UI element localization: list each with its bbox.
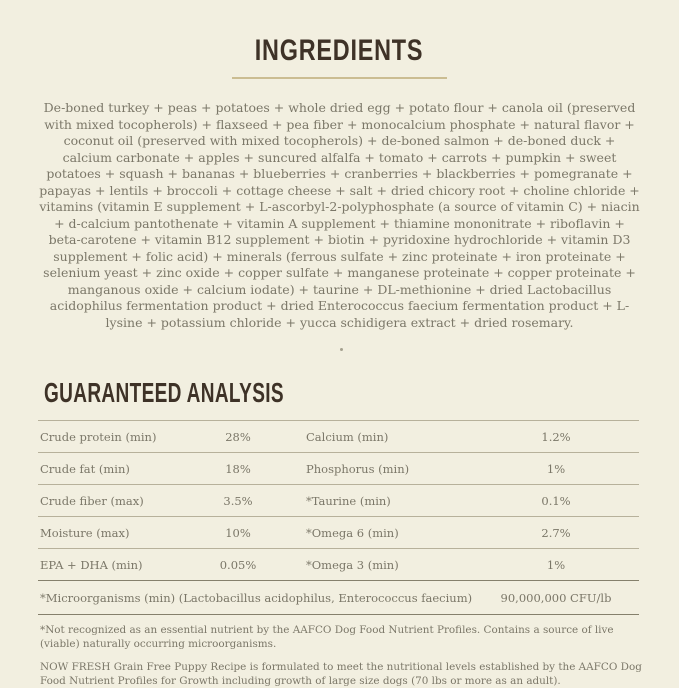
- nutrient-label: Crude fat (min): [40, 461, 130, 476]
- ingredients-title: INGREDIENTS: [255, 34, 424, 67]
- nutrient-label: EPA + DHA (min): [40, 557, 143, 572]
- ingredients-header: [0, 0, 679, 79]
- guaranteed-analysis-table: [38, 420, 639, 615]
- nutrient-label: *Taurine (min): [306, 493, 391, 508]
- table-row: [38, 421, 639, 453]
- nutrient-label: Calcium (min): [306, 429, 389, 444]
- nutrient-value: 3.5%: [223, 493, 253, 508]
- nutrient-value: 1.2%: [541, 429, 571, 444]
- nutrient-value: 0.05%: [219, 557, 257, 572]
- footnote-aafco-statement: NOW FRESH Grain Free Puppy Recipe is formulated to meet the nutritional levels established by the AAFCO Dog Food Nutrient Profiles for Growth including growth of large size dogs (70 lbs or more as an adult).: [40, 661, 642, 687]
- guaranteed-analysis-header: [44, 377, 679, 407]
- nutrient-value: 2.7%: [541, 525, 571, 540]
- nutrient-value: 0.1%: [541, 493, 571, 508]
- nutrient-label: *Omega 3 (min): [306, 557, 399, 572]
- table-row: [38, 517, 639, 549]
- nutrient-value: 1%: [546, 461, 566, 476]
- footnote-asterisk: *Not recognized as an essential nutrient by the AAFCO Dog Food Nutrient Profiles. Contains a source of live (viable) naturally occurring microorganisms.: [40, 624, 614, 650]
- nutrient-label: Moisture (max): [40, 525, 130, 540]
- title-underline-rule: [232, 77, 447, 79]
- guaranteed-analysis-title: GUARANTEED ANALYSIS: [44, 377, 284, 408]
- nutrient-label: Crude fiber (max): [40, 493, 144, 508]
- nutrient-label: *Omega 6 (min): [306, 525, 399, 540]
- nutrient-value: 1%: [546, 557, 566, 572]
- table-row: [38, 485, 639, 517]
- nutrient-value: 28%: [225, 429, 251, 444]
- stray-print-mark: [340, 348, 343, 351]
- table-row: [38, 453, 639, 485]
- nutrient-value: 10%: [225, 525, 251, 540]
- table-row: [38, 549, 639, 581]
- nutrient-label: *Microorganisms (min) (Lactobacillus acidophilus, Enterococcus faecium): [40, 590, 473, 605]
- nutrient-label: Phosphorus (min): [306, 461, 410, 476]
- nutrient-value: 90,000,000 CFU/lb: [500, 590, 612, 605]
- nutrient-value: 18%: [225, 461, 251, 476]
- nutrient-label: Crude protein (min): [40, 429, 157, 444]
- table-row-microorganisms: [38, 581, 639, 615]
- ingredients-paragraph: De-boned turkey + peas + potatoes + whole dried egg + potato flour + canola oil (preserved with mixed tocopherols) + flaxseed + pea fiber + monocalcium phosphate + natural flavor + coconut oil (preserved with mixed tocopherols) + de-boned salmon + de-boned duck + calcium carbonate + apples + suncured alfalfa + tomato + carrots + pumpkin + sweet potatoes + squash + bananas + blueberries + cranberries + blackberries + pomegranate + papayas + lentils + broccoli + cottage cheese + salt + dried chicory root + choline chloride + vitamins (vitamin E supplement + L-ascorbyl-2-polyphosphate (a source of vitamin C) + niacin + d-calcium pantothenate + vitamin A supplement + thiamine mononitrate + riboflavin + beta-carotene + vitamin B12 supplement + biotin + pyridoxine hydrochloride + vitamin D3 supplement + folic acid) + minerals (ferrous sulfate + zinc proteinate + iron proteinate + selenium yeast + zinc oxide + copper sulfate + manganese proteinate + copper proteinate + manganous oxide + calcium iodate) + taurine + DL-methionine + dried Lactobacillus acidophilus fermentation product + dried Enterococcus faecium fermentation product + L-lysine + potassium chloride + yucca schidigera extract + dried rosemary.: [39, 100, 640, 330]
